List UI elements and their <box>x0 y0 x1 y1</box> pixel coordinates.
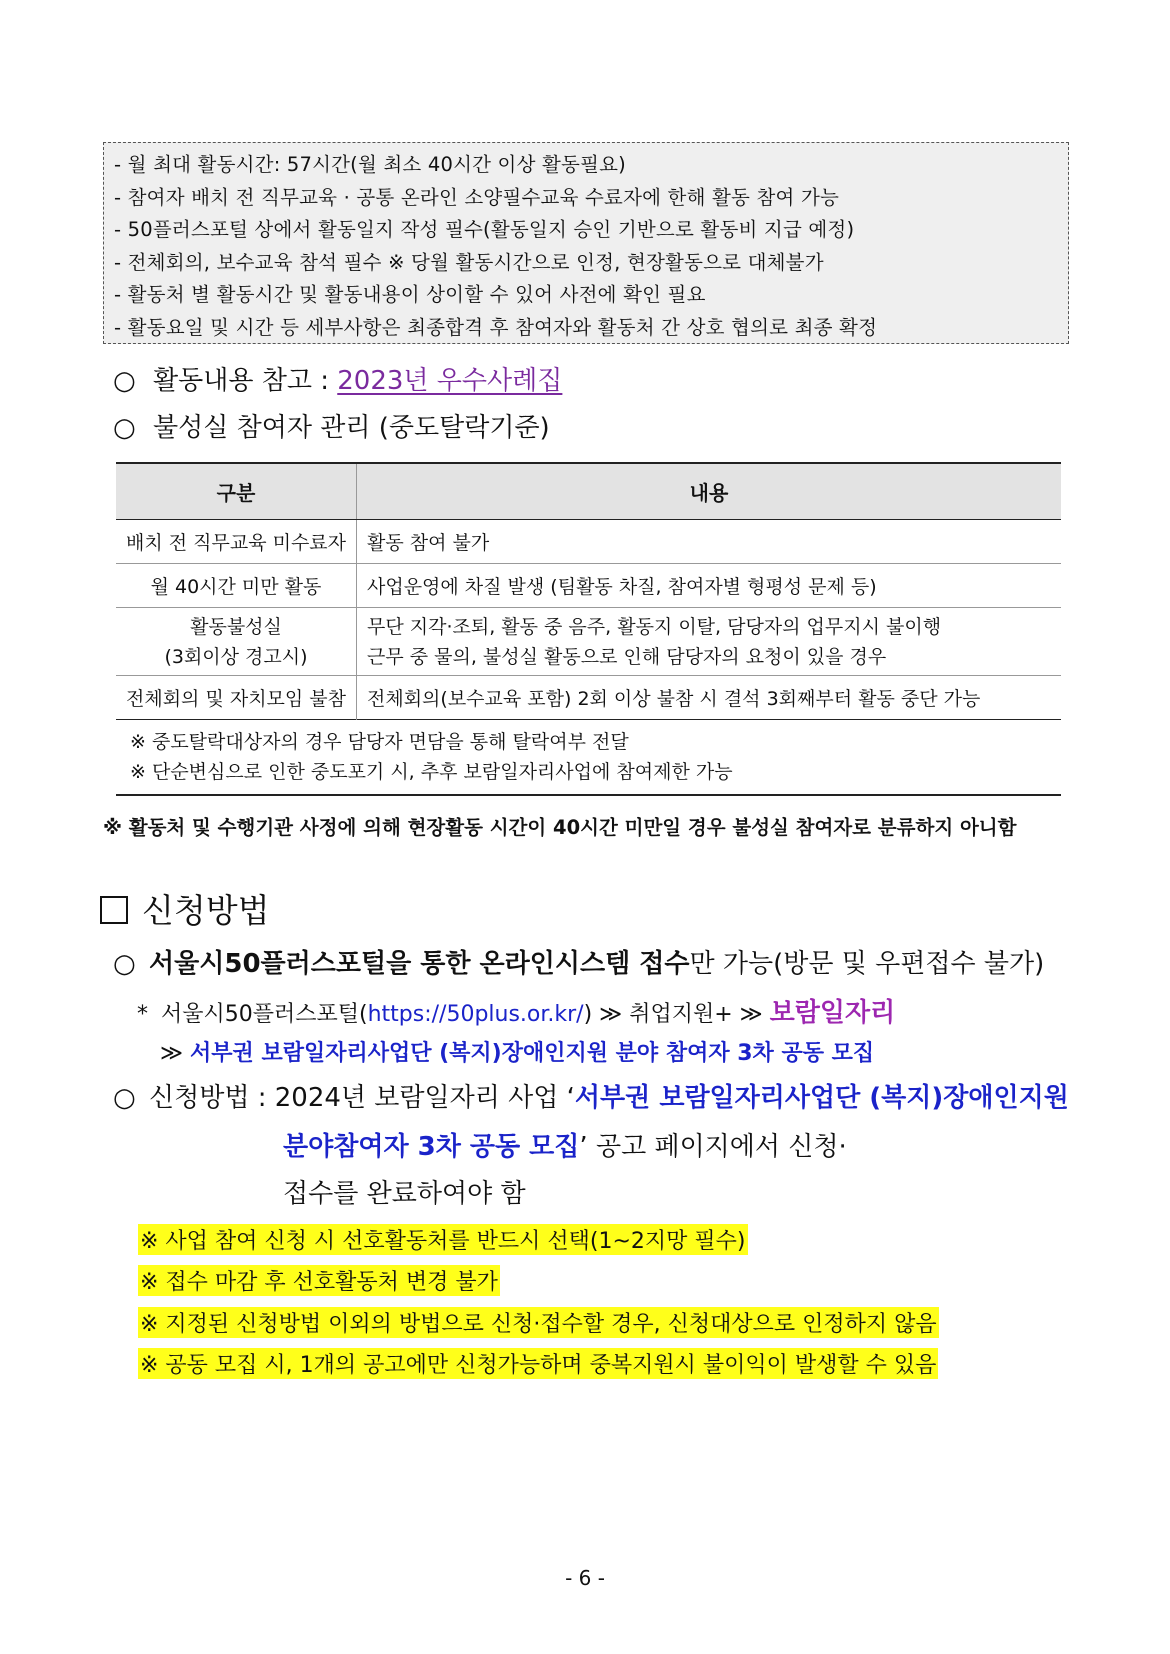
square-bullet-icon <box>100 896 128 924</box>
page-number: - 6 - <box>565 1566 605 1590</box>
circle-bullet: ○ <box>113 366 136 396</box>
row-content: 사업운영에 차질 발생 (팀활동 차질, 참여자별 형평성 문제 등) <box>357 564 1062 608</box>
row-content: 전체회의(보수교육 포함) 2회 이상 불참 시 결석 3회째부터 활동 중단 가능 <box>357 676 1062 720</box>
highlight-note: ※ 지정된 신청방법 이외의 방법으로 신청·접수할 경우, 신청대상으로 인정하지 않음 <box>138 1307 939 1338</box>
circle-bullet: ○ <box>113 413 136 443</box>
row-category: 전체회의 및 자치모임 불참 <box>116 676 357 720</box>
highlight-note: ※ 공동 모집 시, 1개의 공고에만 신청가능하며 중복지원시 불이익이 발생할 수 있음 <box>138 1348 938 1379</box>
online-application-line <box>113 943 1044 980</box>
portal-url-link[interactable]: https://50plus.or.kr/ <box>367 1002 584 1027</box>
portal-path-line <box>137 992 895 1029</box>
rule-line: - 참여자 배치 전 직무교육 · 공통 온라인 소양필수교육 수료자에 한해 활동 참여 가능 <box>114 185 840 209</box>
method-line-3: 접수를 완료하여야 함 <box>283 1179 526 1209</box>
circle-bullet: ○ <box>113 949 136 979</box>
table-notes-row <box>116 720 1061 796</box>
management-heading <box>113 407 550 444</box>
highlight-note: ※ 사업 참여 신청 시 선호활동처를 반드시 선택(1~2지망 필수) <box>138 1224 748 1255</box>
row-content-line: 근무 중 물의, 불성실 활동으로 인해 담당자의 요청이 있을 경우 <box>367 645 887 668</box>
row-category-line: 활동불성실 <box>190 615 282 638</box>
method-label: 신청방법 : 2024년 보람일자리 사업 ‘ <box>149 1083 575 1113</box>
rule-line: - 활동처 별 활동시간 및 활동내용이 상이할 수 있어 사전에 확인 필요 <box>114 283 706 306</box>
highlight-note: ※ 접수 마감 후 선호활동처 변경 불가 <box>138 1265 500 1296</box>
method-instruction: ’ 공고 페이지에서 신청· <box>579 1132 847 1162</box>
dropout-criteria-table <box>116 462 1061 796</box>
table-row <box>116 676 1061 720</box>
method-post-name-cont: 분야참여자 3차 공동 모집 <box>283 1132 580 1162</box>
circle-bullet: ○ <box>113 1083 136 1113</box>
row-category: 배치 전 직무교육 미수료자 <box>116 520 357 564</box>
row-category-line: (3회이상 경고시) <box>164 645 308 668</box>
table-note: ※ 단순변심으로 인한 중도포기 시, 추후 보람일자리사업에 참여제한 가능 <box>130 761 733 783</box>
row-content <box>357 608 1062 676</box>
section-title <box>100 885 270 932</box>
portal-path-line-2 <box>160 1036 874 1067</box>
table-header-category: 구분 <box>116 463 357 520</box>
table-header-content: 내용 <box>357 463 1062 520</box>
table-row <box>116 520 1061 564</box>
table-row <box>116 564 1061 608</box>
rule-line: - 활동요일 및 시간 등 세부사항은 최종합격 후 참여자와 활동처 간 상호 협의로 최종 확정 <box>114 315 878 339</box>
table-notes <box>116 720 1061 796</box>
activity-reference-label: 활동내용 참고 : <box>153 366 338 396</box>
borami-job-link[interactable]: 보람일자리 <box>769 998 896 1028</box>
rule-line: - 전체회의, 보수교육 참석 필수 ※ 당월 활동시간으로 인정, 현장활동으로 대체불가 <box>114 250 824 274</box>
recruitment-post-link[interactable]: 서부권 보람일자리사업단 (복지)장애인지원 분야 참여자 3차 공동 모집 <box>190 1041 875 1066</box>
row-category <box>116 608 357 676</box>
row-category: 월 40시간 미만 활동 <box>116 564 357 608</box>
star-bullet: * <box>137 1002 148 1027</box>
method-post-name: 서부권 보람일자리사업단 (복지)장애인지원 <box>574 1083 1069 1113</box>
portal-path-text: ) ≫ 취업지원+ ≫ <box>583 1002 770 1027</box>
method-line-2 <box>283 1126 847 1163</box>
best-practice-link[interactable]: 2023년 우수사례집 <box>337 366 563 396</box>
path-arrow: ≫ <box>160 1041 191 1066</box>
activity-reference <box>113 360 562 397</box>
online-application-rest: 만 가능(방문 및 우편접수 불가) <box>689 949 1045 979</box>
section-title-text: 신청방법 <box>142 891 270 930</box>
method-line-1 <box>113 1077 1069 1114</box>
online-application-emphasis: 서울시50플러스포털을 통한 온라인시스템 접수 <box>149 949 690 979</box>
row-content-line: 무단 지각·조퇴, 활동 중 음주, 활동지 이탈, 담당자의 업무지시 불이행 <box>367 615 942 638</box>
dropout-exception-note: ※ 활동처 및 수행기관 사정에 의해 현장활동 시간이 40시간 미만일 경우 불성실 참여자로 분류하지 아니함 <box>103 816 1017 839</box>
rule-line: - 월 최대 활동시간: 57시간(월 최소 40시간 이상 활동필요) <box>114 153 626 176</box>
row-content: 활동 참여 불가 <box>357 520 1062 564</box>
management-title: 불성실 참여자 관리 (중도탈락기준) <box>153 413 550 443</box>
activity-rules-box <box>103 142 1069 344</box>
rule-line: - 50플러스포털 상에서 활동일지 작성 필수(활동일지 승인 기반으로 활동비 지급 예정) <box>114 218 855 241</box>
table-note: ※ 중도탈락대상자의 경우 담당자 면담을 통해 탈락여부 전달 <box>130 731 629 753</box>
portal-name: 서울시50플러스포털( <box>161 1002 368 1027</box>
table-row <box>116 608 1061 676</box>
